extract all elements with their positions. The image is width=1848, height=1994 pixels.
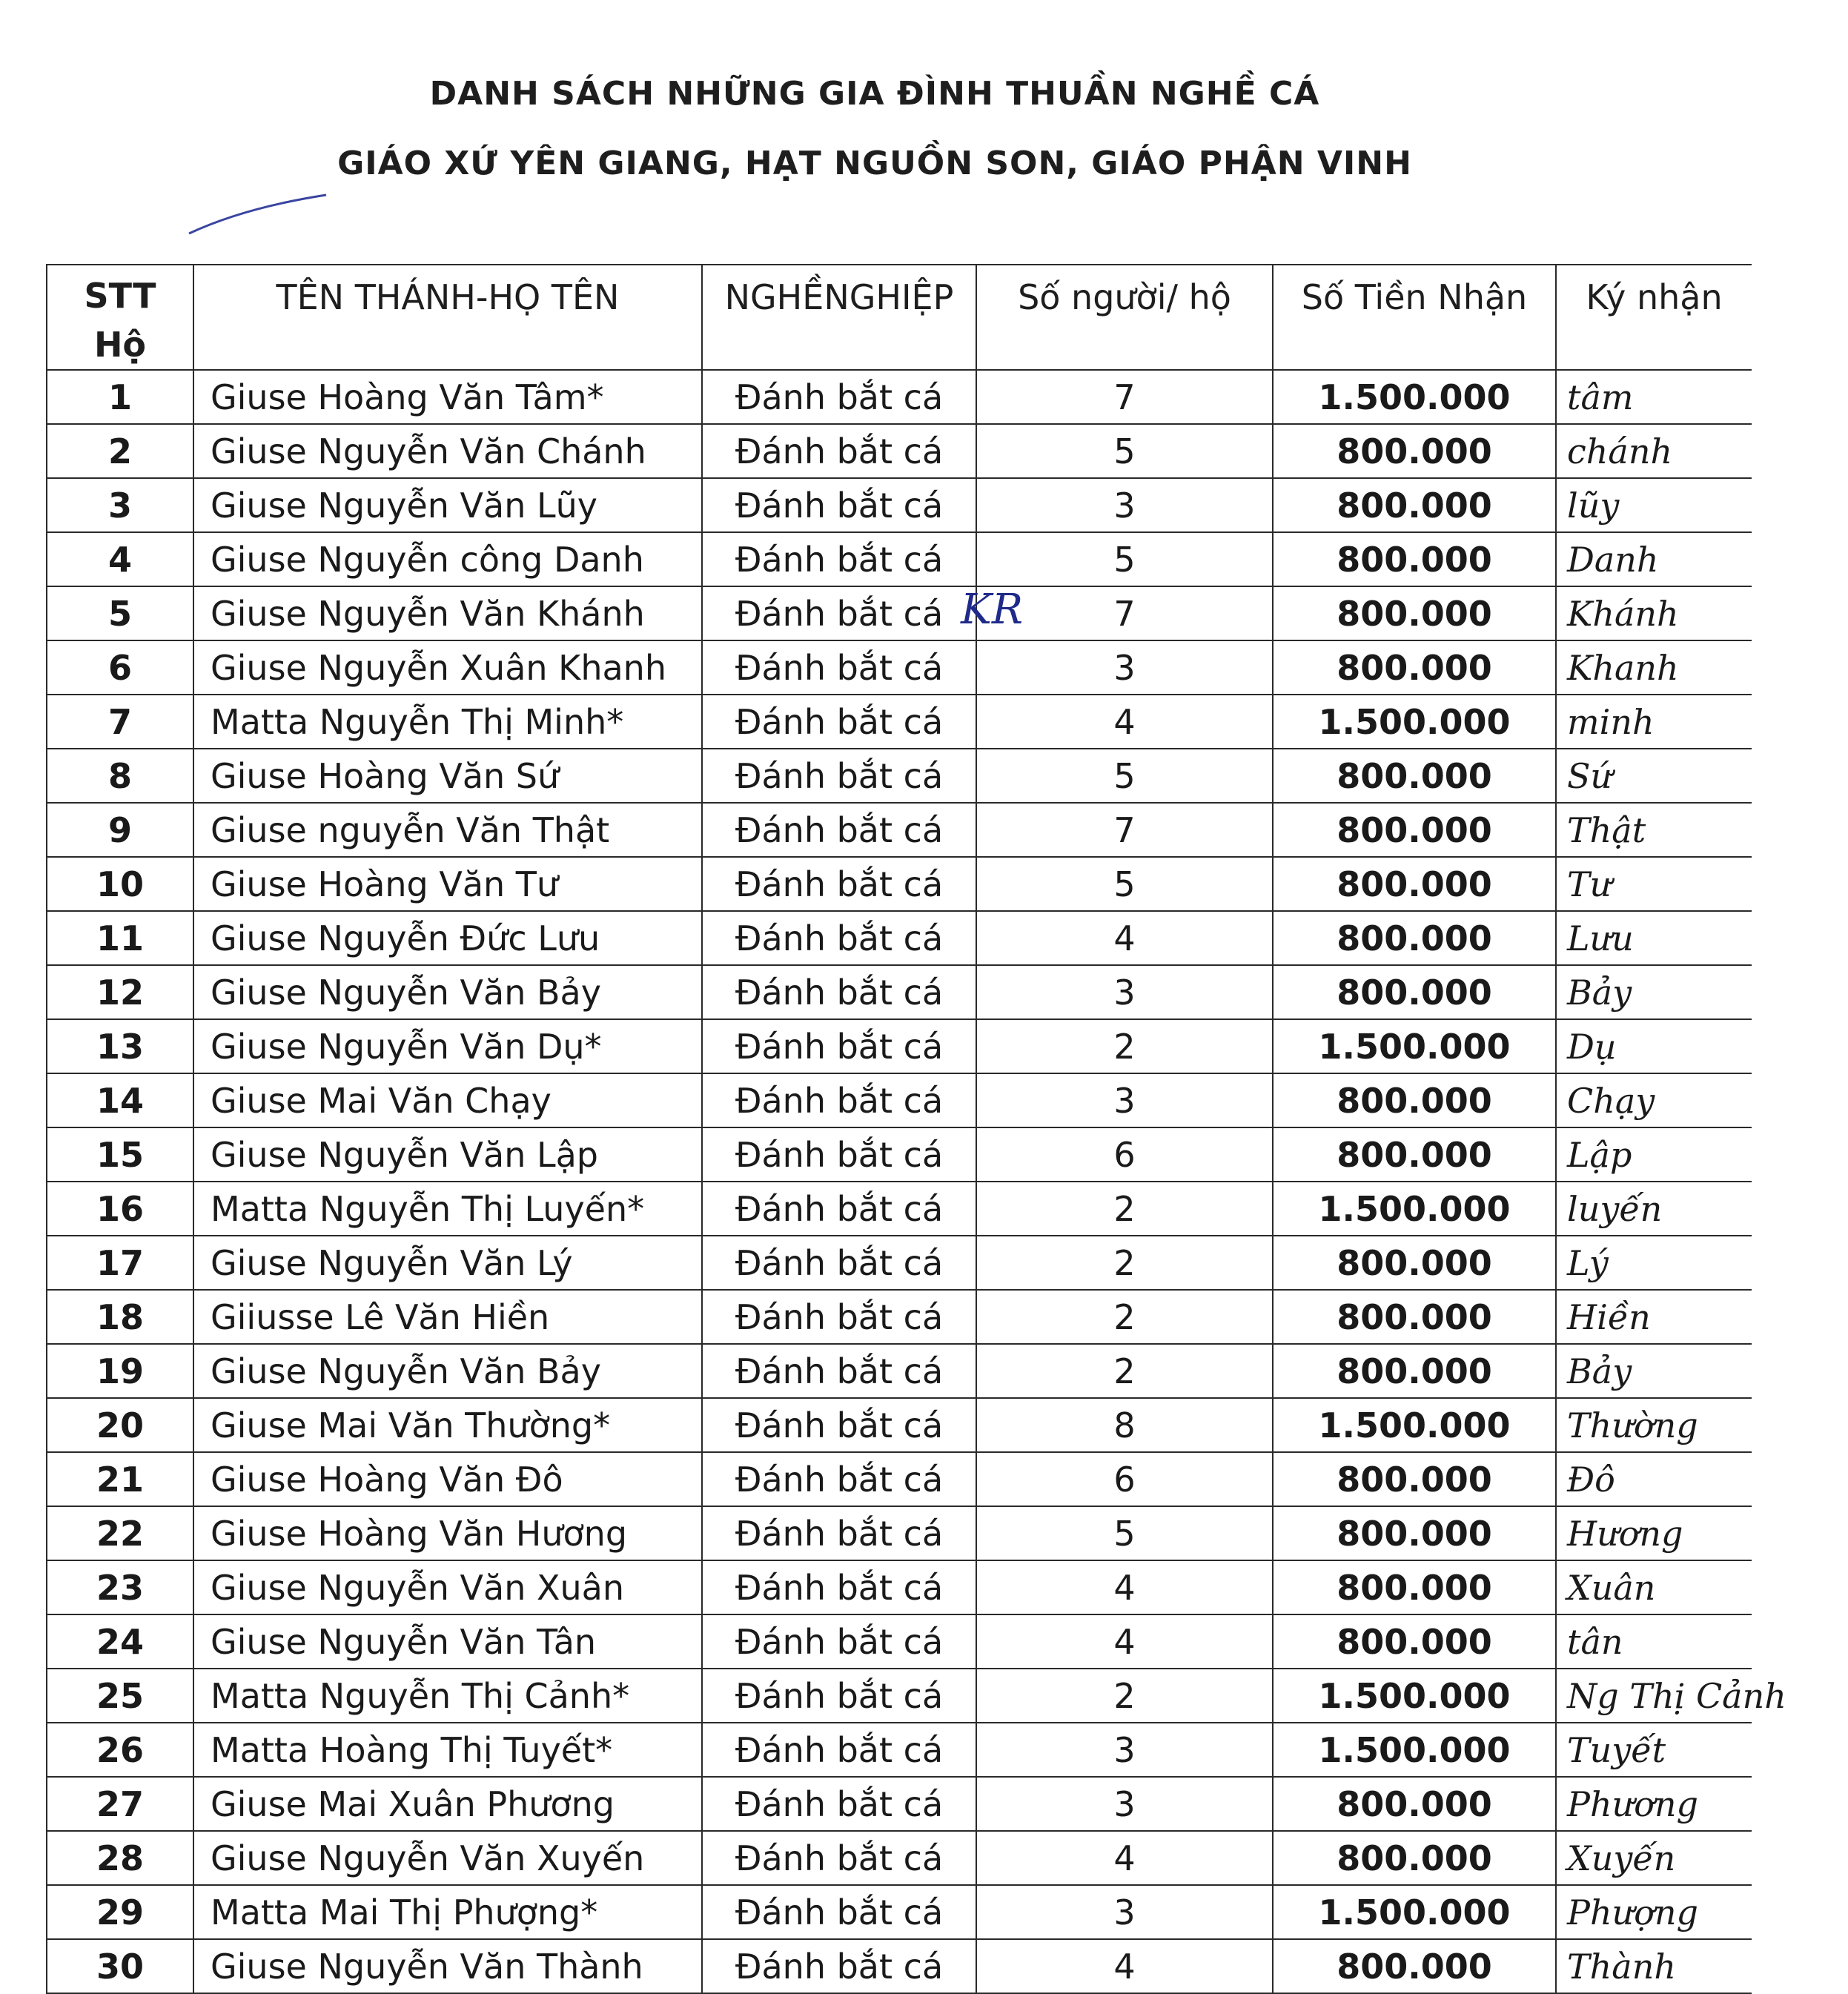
cell-stt: 17 [47,1236,193,1290]
cell-job: Đánh bắt cá [702,965,976,1019]
cell-stt: 6 [47,640,193,695]
cell-money: 1.500.000 [1273,1723,1556,1777]
header-sign: Ký nhận [1556,265,1752,370]
cell-name: Giuse Nguyễn công Danh [193,532,702,586]
cell-people: 5 [976,532,1273,586]
cell-job: Đánh bắt cá [702,803,976,857]
cell-people: 4 [976,911,1273,965]
cell-name: Giuse Hoàng Văn Đô [193,1452,702,1506]
table-row [47,1127,1752,1182]
cell-stt: 22 [47,1506,193,1560]
cell-job: Đánh bắt cá [702,1290,976,1344]
cell-people: 6 [976,1452,1273,1506]
cell-money: 800.000 [1273,1506,1556,1560]
cell-stt: 2 [47,424,193,478]
cell-money: 1.500.000 [1273,695,1556,749]
cell-name: Giuse Nguyễn Văn Chánh [193,424,702,478]
cell-stt: 27 [47,1777,193,1831]
table-row [47,532,1752,586]
cell-signature: Bảy [1556,1344,1752,1398]
table-row [47,1939,1752,1993]
header-stt-line1: STT [84,276,156,316]
cell-signature: Sứ [1556,749,1752,803]
cell-money: 800.000 [1273,1290,1556,1344]
cell-name: Giuse nguyễn Văn Thật [193,803,702,857]
cell-name: Giuse Hoàng Văn Tư [193,857,702,911]
cell-signature: lũy [1556,478,1752,532]
cell-signature: Xuyến [1556,1831,1752,1885]
cell-money: 1.500.000 [1273,1885,1556,1939]
table-row [47,1506,1752,1560]
cell-money: 1.500.000 [1273,370,1556,424]
cell-people: 2 [976,1344,1273,1398]
title-block [0,59,1749,199]
cell-people: 5 [976,749,1273,803]
cell-signature: minh [1556,695,1752,749]
header-stt [47,265,193,370]
cell-name: Matta Nguyễn Thị Cảnh* [193,1669,702,1723]
cell-job: Đánh bắt cá [702,911,976,965]
table-row [47,1452,1752,1506]
cell-people: 7 [976,370,1273,424]
cell-signature: Phương [1556,1777,1752,1831]
cell-signature: Lý [1556,1236,1752,1290]
table-row [47,1398,1752,1452]
cell-job: Đánh bắt cá [702,586,976,640]
cell-name: Giuse Nguyễn Văn Bảy [193,1344,702,1398]
cell-job: Đánh bắt cá [702,1560,976,1614]
table-row [47,370,1752,424]
cell-name: Giuse Nguyễn Văn Bảy [193,965,702,1019]
cell-money: 800.000 [1273,857,1556,911]
cell-people: 3 [976,1723,1273,1777]
cell-stt: 11 [47,911,193,965]
cell-money: 1.500.000 [1273,1669,1556,1723]
cell-people: 8 [976,1398,1273,1452]
cell-signature: luyến [1556,1182,1752,1236]
cell-job: Đánh bắt cá [702,1885,976,1939]
table-row [47,1723,1752,1777]
cell-stt: 3 [47,478,193,532]
cell-people: 2 [976,1019,1273,1073]
table-row [47,1560,1752,1614]
cell-job: Đánh bắt cá [702,1344,976,1398]
cell-job: Đánh bắt cá [702,857,976,911]
cell-people: 7 [976,803,1273,857]
cell-name: Matta Nguyễn Thị Luyến* [193,1182,702,1236]
cell-signature: Lập [1556,1127,1752,1182]
cell-people: 3 [976,965,1273,1019]
cell-money: 800.000 [1273,1777,1556,1831]
cell-signature: Tuyết [1556,1723,1752,1777]
cell-signature: Chạy [1556,1073,1752,1127]
header-money: Số Tiền Nhận [1273,265,1556,370]
pen-stroke-mark [185,189,334,241]
cell-people: 5 [976,424,1273,478]
cell-stt: 8 [47,749,193,803]
cell-people: 3 [976,1885,1273,1939]
cell-stt: 7 [47,695,193,749]
cell-money: 1.500.000 [1273,1182,1556,1236]
cell-people: 3 [976,1777,1273,1831]
cell-job: Đánh bắt cá [702,370,976,424]
cell-job: Đánh bắt cá [702,1777,976,1831]
cell-job: Đánh bắt cá [702,1073,976,1127]
cell-stt: 19 [47,1344,193,1398]
cell-name: Giuse Nguyễn Văn Khánh [193,586,702,640]
cell-job: Đánh bắt cá [702,695,976,749]
cell-stt: 21 [47,1452,193,1506]
table-row [47,1831,1752,1885]
cell-stt: 16 [47,1182,193,1236]
cell-stt: 30 [47,1939,193,1993]
cell-money: 800.000 [1273,1452,1556,1506]
cell-stt: 14 [47,1073,193,1127]
cell-job: Đánh bắt cá [702,424,976,478]
margin-note-handwritten: KR [961,586,1023,634]
cell-name: Giuse Nguyễn Văn Xuyến [193,1831,702,1885]
cell-stt: 18 [47,1290,193,1344]
cell-name: Giuse Mai Xuân Phương [193,1777,702,1831]
header-job: NGHỀNGHIỆP [702,265,976,370]
cell-people: 3 [976,478,1273,532]
table-row [47,1019,1752,1073]
cell-money: 800.000 [1273,965,1556,1019]
cell-job: Đánh bắt cá [702,1669,976,1723]
household-table [46,264,1786,1994]
cell-signature: tân [1556,1614,1752,1669]
document-title: DANH SÁCH NHỮNG GIA ĐÌNH THUẦN NGHỀ CÁ [429,75,1320,113]
cell-signature: Tư [1556,857,1752,911]
cell-job: Đánh bắt cá [702,1182,976,1236]
cell-stt: 26 [47,1723,193,1777]
cell-signature: Khánh [1556,586,1752,640]
cell-job: Đánh bắt cá [702,1723,976,1777]
cell-stt: 29 [47,1885,193,1939]
cell-people: 2 [976,1236,1273,1290]
cell-name: Matta Mai Thị Phượng* [193,1885,702,1939]
cell-signature: Hiền [1556,1290,1752,1344]
cell-signature: Dụ [1556,1019,1752,1073]
cell-money: 800.000 [1273,640,1556,695]
cell-signature: Khanh [1556,640,1752,695]
cell-job: Đánh bắt cá [702,1452,976,1506]
pen-stroke-path [189,195,326,233]
cell-name: Giuse Nguyễn Văn Dụ* [193,1019,702,1073]
cell-job: Đánh bắt cá [702,1236,976,1290]
cell-signature: Phượng [1556,1885,1752,1939]
cell-stt: 9 [47,803,193,857]
table-row [47,640,1752,695]
cell-job: Đánh bắt cá [702,1831,976,1885]
cell-money: 800.000 [1273,478,1556,532]
cell-stt: 28 [47,1831,193,1885]
cell-job: Đánh bắt cá [702,1019,976,1073]
cell-job: Đánh bắt cá [702,1939,976,1993]
cell-signature: tâm [1556,370,1752,424]
cell-money: 800.000 [1273,749,1556,803]
cell-stt: 1 [47,370,193,424]
table-row [47,1777,1752,1831]
cell-name: Giuse Nguyễn Văn Lý [193,1236,702,1290]
cell-job: Đánh bắt cá [702,1127,976,1182]
cell-money: 800.000 [1273,1831,1556,1885]
cell-people: 6 [976,1127,1273,1182]
cell-job: Đánh bắt cá [702,1398,976,1452]
cell-job: Đánh bắt cá [702,532,976,586]
cell-name: Giuse Hoàng Văn Tâm* [193,370,702,424]
cell-money: 800.000 [1273,911,1556,965]
cell-signature: Lưu [1556,911,1752,965]
table-row [47,1182,1752,1236]
cell-stt: 23 [47,1560,193,1614]
cell-signature: Danh [1556,532,1752,586]
cell-signature: Thành [1556,1939,1752,1993]
cell-job: Đánh bắt cá [702,1506,976,1560]
cell-people: 5 [976,857,1273,911]
table-row [47,424,1752,478]
cell-money: 800.000 [1273,803,1556,857]
cell-job: Đánh bắt cá [702,478,976,532]
cell-people: 3 [976,640,1273,695]
cell-name: Giuse Nguyễn Văn Lập [193,1127,702,1182]
cell-stt: 13 [47,1019,193,1073]
cell-people: 5 [976,1506,1273,1560]
table-row [47,1236,1752,1290]
cell-name: Giuse Hoàng Văn Sứ [193,749,702,803]
table-row [47,1614,1752,1669]
cell-name: Giuse Mai Văn Chạy [193,1073,702,1127]
cell-signature: Xuân [1556,1560,1752,1614]
table-row [47,1290,1752,1344]
cell-job: Đánh bắt cá [702,749,976,803]
table-row [47,695,1752,749]
cell-name: Giuse Hoàng Văn Hương [193,1506,702,1560]
cell-name: Matta Nguyễn Thị Minh* [193,695,702,749]
cell-people: 4 [976,1614,1273,1669]
table-row [47,1669,1752,1723]
document-subtitle: GIÁO XỨ YÊN GIANG, HẠT NGUỒN SON, GIÁO PHẬN VINH [337,145,1412,182]
table-row [47,965,1752,1019]
cell-stt: 20 [47,1398,193,1452]
cell-name: Giiusse Lê Văn Hiền [193,1290,702,1344]
cell-money: 800.000 [1273,1236,1556,1290]
cell-name: Matta Hoàng Thị Tuyết* [193,1723,702,1777]
cell-people: 7 [976,586,1273,640]
cell-money: 800.000 [1273,586,1556,640]
cell-money: 800.000 [1273,1073,1556,1127]
table-row [47,749,1752,803]
cell-name: Giuse Nguyễn Xuân Khanh [193,640,702,695]
table-row [47,1073,1752,1127]
cell-money: 800.000 [1273,1560,1556,1614]
header-name: TÊN THÁNH-HỌ TÊN [193,265,702,370]
cell-people: 4 [976,695,1273,749]
cell-people: 2 [976,1290,1273,1344]
cell-name: Giuse Nguyễn Văn Xuân [193,1560,702,1614]
cell-stt: 5 [47,586,193,640]
cell-job: Đánh bắt cá [702,640,976,695]
cell-signature: Đô [1556,1452,1752,1506]
cell-people: 4 [976,1939,1273,1993]
cell-money: 1.500.000 [1273,1019,1556,1073]
cell-signature: Hương [1556,1506,1752,1560]
cell-money: 800.000 [1273,532,1556,586]
table-row [47,1885,1752,1939]
cell-job: Đánh bắt cá [702,1614,976,1669]
cell-stt: 24 [47,1614,193,1669]
table-row [47,857,1752,911]
cell-stt: 15 [47,1127,193,1182]
cell-signature: chánh [1556,424,1752,478]
cell-name: Giuse Nguyễn Văn Tân [193,1614,702,1669]
cell-money: 800.000 [1273,1344,1556,1398]
header-people: Số người/ hộ [976,265,1273,370]
cell-stt: 12 [47,965,193,1019]
table-header-row [47,265,1752,370]
cell-signature: Thường [1556,1398,1752,1452]
cell-people: 3 [976,1073,1273,1127]
table-row [47,1344,1752,1398]
table-row [47,478,1752,532]
cell-people: 4 [976,1831,1273,1885]
cell-signature: Bảy [1556,965,1752,1019]
cell-people: 2 [976,1182,1273,1236]
cell-name: Giuse Nguyễn Văn Lũy [193,478,702,532]
table-row [47,586,1752,640]
cell-money: 800.000 [1273,1939,1556,1993]
cell-people: 4 [976,1560,1273,1614]
table-body [47,370,1786,1993]
cell-name: Giuse Nguyễn Văn Thành [193,1939,702,1993]
cell-stt: 10 [47,857,193,911]
cell-money: 800.000 [1273,1127,1556,1182]
cell-money: 800.000 [1273,424,1556,478]
cell-signature: Ng Thị Cảnh [1556,1669,1752,1723]
cell-stt: 25 [47,1669,193,1723]
cell-money: 800.000 [1273,1614,1556,1669]
table-row [47,911,1752,965]
cell-stt: 4 [47,532,193,586]
cell-name: Giuse Mai Văn Thường* [193,1398,702,1452]
cell-name: Giuse Nguyễn Đức Lưu [193,911,702,965]
header-stt-line2: Hộ [93,325,147,365]
cell-people: 2 [976,1669,1273,1723]
table-row [47,803,1752,857]
cell-signature: Thật [1556,803,1752,857]
cell-money: 1.500.000 [1273,1398,1556,1452]
